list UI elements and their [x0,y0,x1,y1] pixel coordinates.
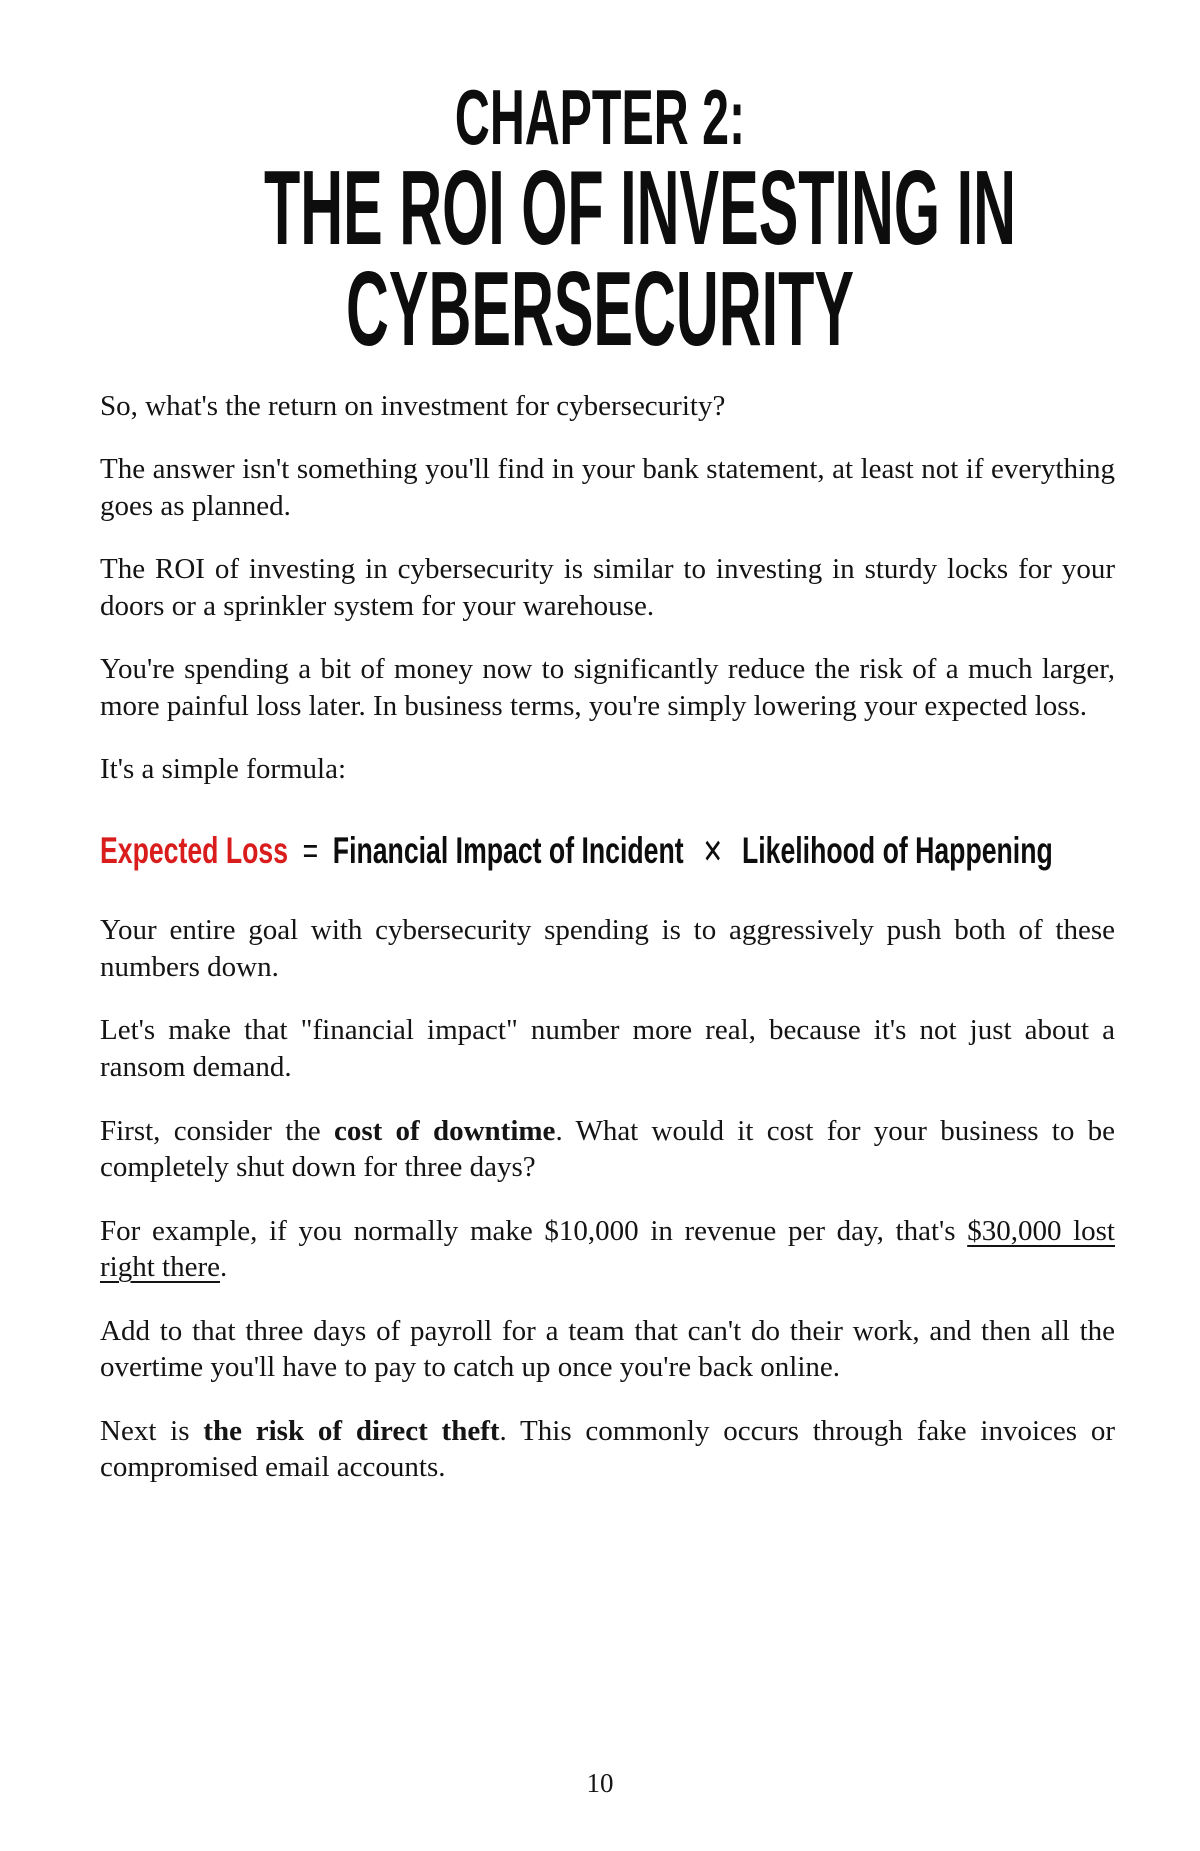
expected-loss-formula [100,828,1115,875]
chapter-label: CHAPTER 2: [454,73,746,161]
paragraph-roi-analogy: The ROI of investing in cybersecurity is similar to investing in sturdy locks for your doors or a sprinkler system for your warehouse. [100,553,1115,622]
formula-expected-loss: Expected Loss [100,829,289,871]
underline-30000-lost: $30,000 lost right there [100,1214,1115,1284]
formula-content [100,828,1053,875]
paragraph-formula-lead: It's a simple formula: [100,753,347,786]
equals-sign: = [302,829,319,871]
chapter-heading [0,73,1200,368]
paragraph-answer: The answer isn't something you'll find in your bank statement, at least not if everything goes as planned. [100,453,1115,522]
text-segment: For example, if you normally make $10,000 in revenue per day, that's [100,1214,968,1247]
paragraph-payroll-overtime: Add to that three days of payroll for a team that can't do their work, and then all the overtime you'll have to pay to catch up once you're back online. [100,1314,1115,1384]
formula-term-likelihood: Likelihood of Happening [741,829,1053,871]
chapter-title-line-2: CYBERSECURITY [346,249,854,368]
text-segment: . This commonly occurs through fake invoices or compromised email accounts. [100,1414,1115,1484]
bold-risk-of-direct-theft: the risk of direct theft [203,1414,500,1447]
paragraph-financial-impact: Let's make that "financial impact" number more real, because it's not just about a ransom demand. [100,1014,1115,1084]
paragraph-intro-question: So, what's the return on investment for cybersecurity? [100,389,726,422]
multiplication-sign: ✕ [702,832,724,871]
chapter-title [264,149,1016,368]
text-segment: . [219,1251,228,1284]
text-segment: . What would it cost for your business to be completely shut down for three days? [100,1114,1115,1184]
paragraph-goal: Your entire goal with cybersecurity spending is to aggressively push both of these numbers down. [100,914,1115,983]
paragraph-expected-loss: You're spending a bit of money now to significantly reduce the risk of a much larger, more painful loss later. In business terms, you're simply lowering your expected loss. [100,653,1115,722]
page-number: 10 [586,1768,614,1798]
paragraph-cost-of-downtime [100,1113,1115,1186]
bold-cost-of-downtime: cost of downtime [333,1114,556,1147]
paragraph-revenue-example [100,1213,1115,1286]
formula-term-financial-impact: Financial Impact of Incident [332,829,684,871]
body-text [100,388,1115,1486]
chapter-title-line-1: THE ROI OF INVESTING IN [264,149,1016,268]
paragraph-direct-theft [100,1413,1115,1486]
text-segment: First, consider the [100,1114,334,1147]
text-segment: Next is [100,1414,204,1447]
